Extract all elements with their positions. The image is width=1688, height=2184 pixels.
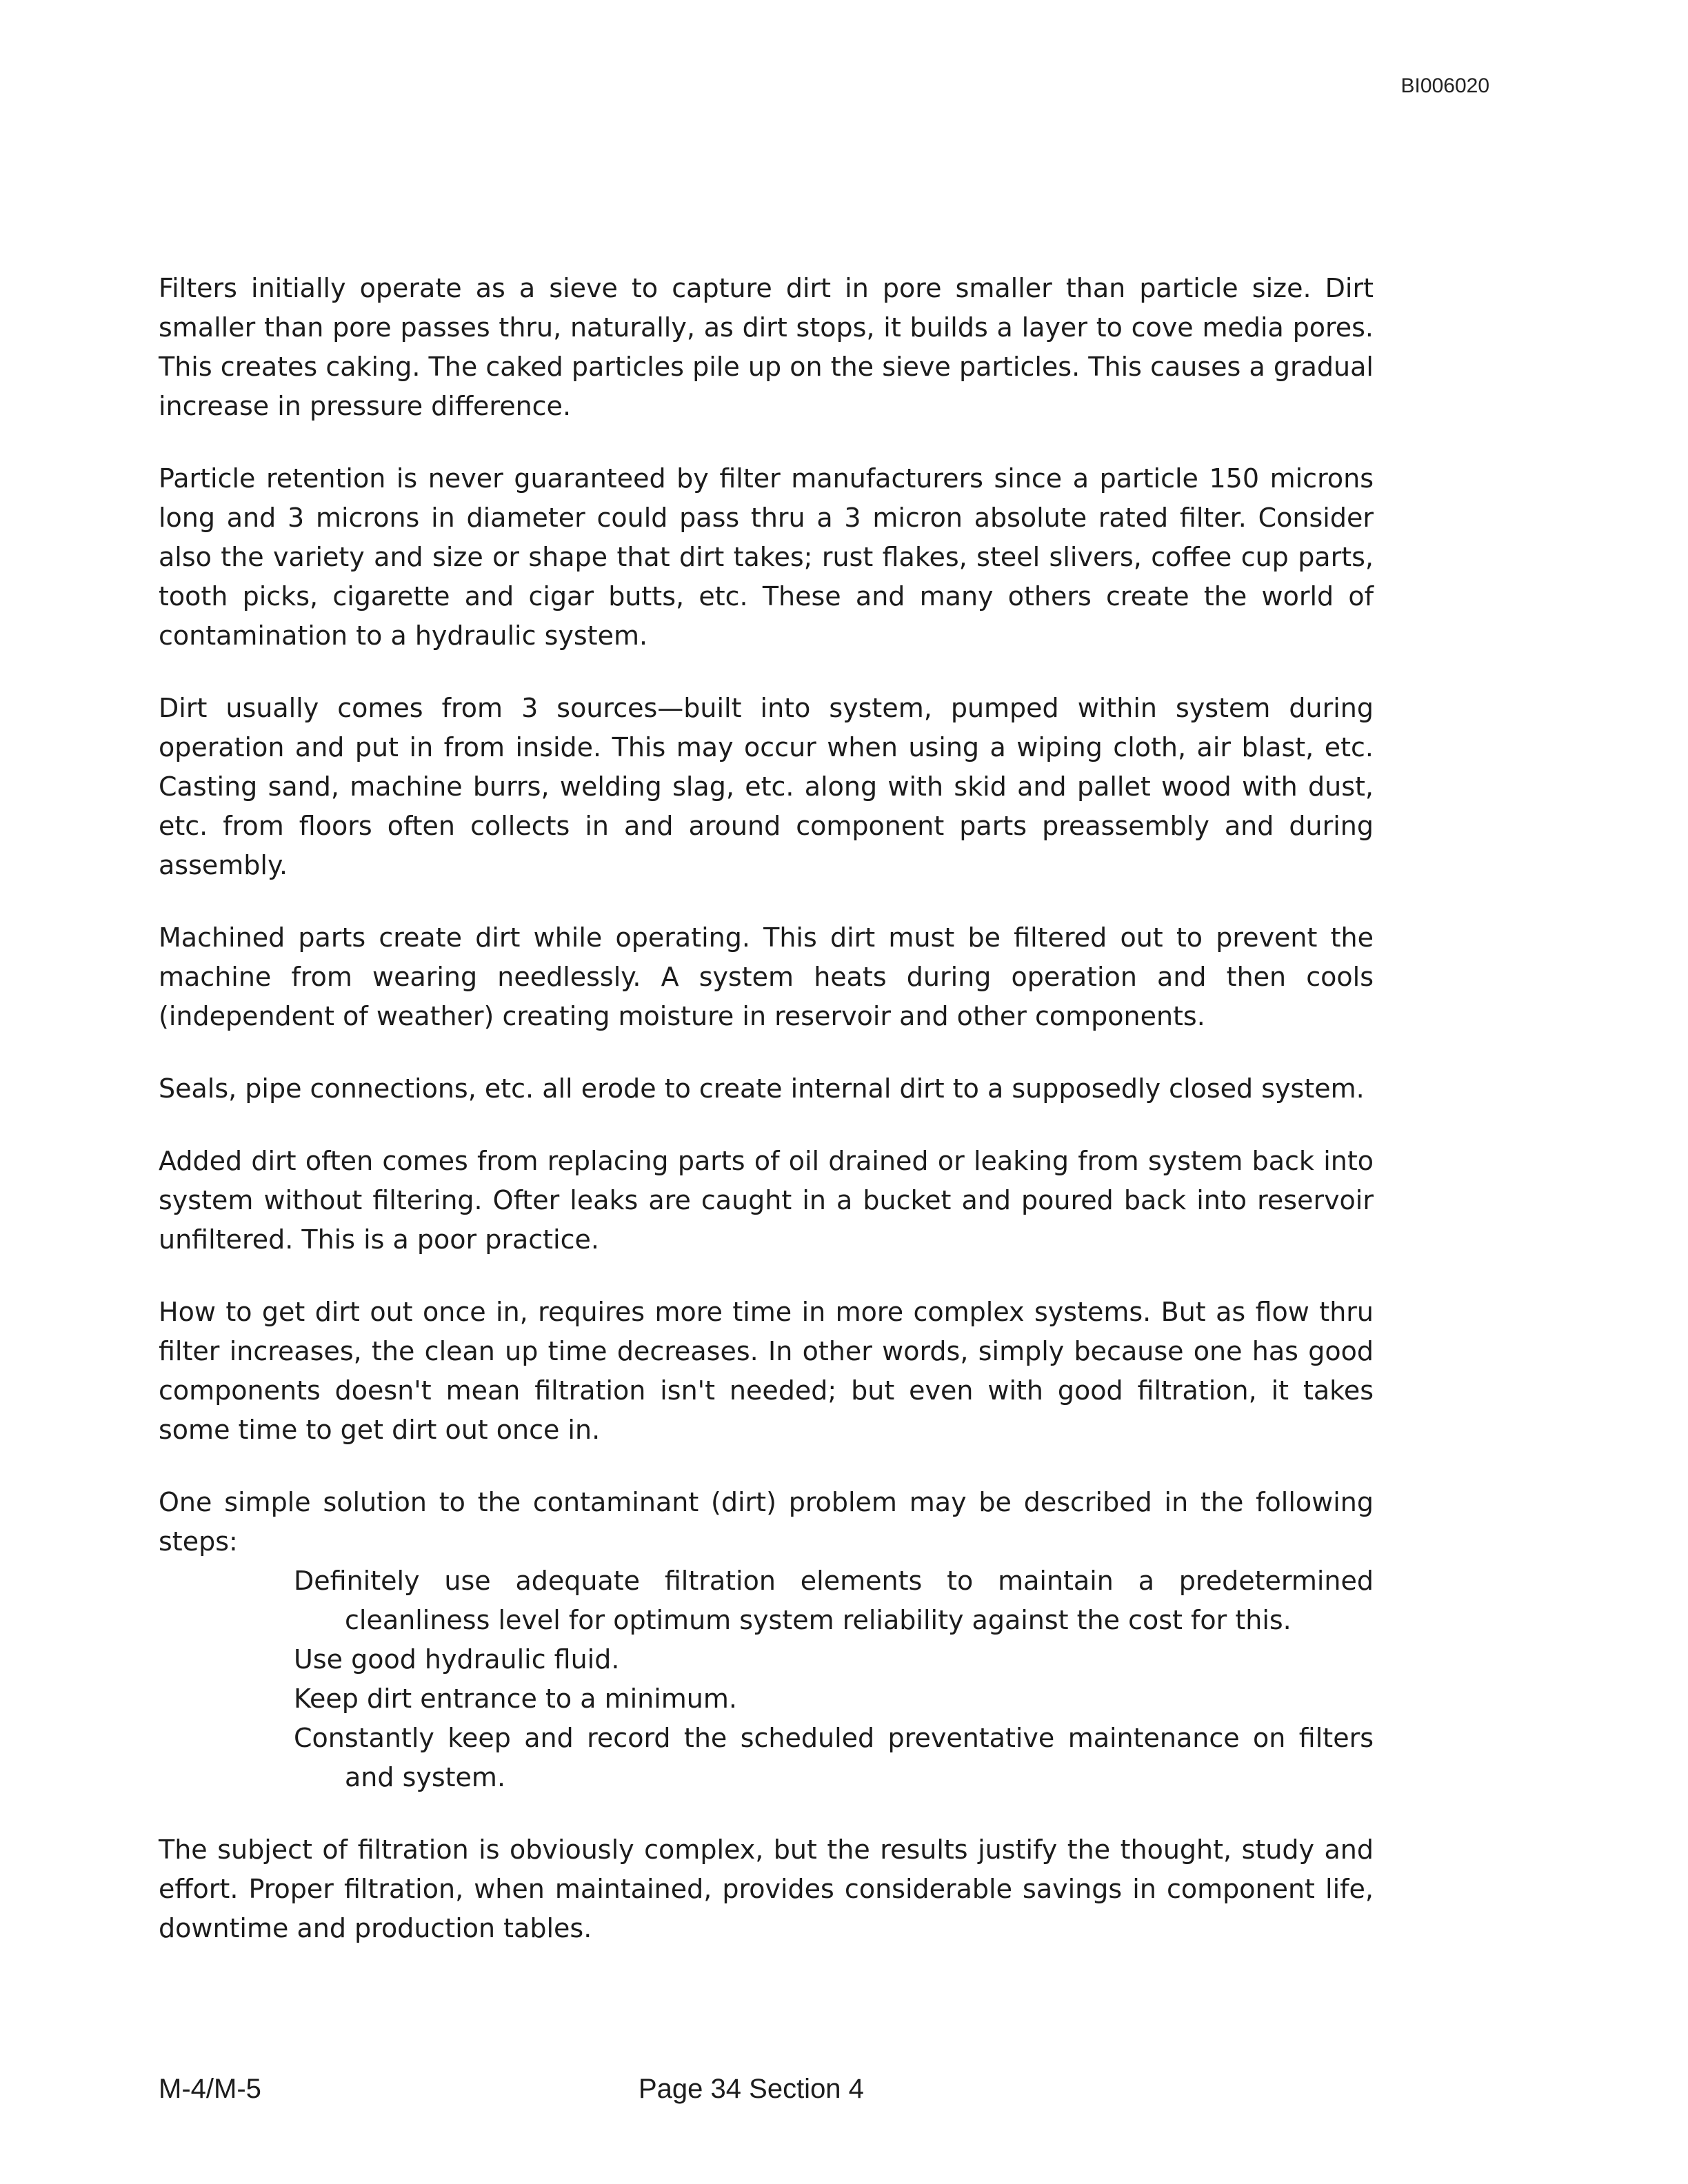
paragraph-machined-parts: Machined parts create dirt while operating. This dirt must be filtered out to prevent the machine from wearing needlessly. A system heats during operation and then cools (independent of weather) creating moisture in reservoir and other components. <box>159 922 1374 1031</box>
footer-model-label: M-4/M-5 <box>159 2074 261 2104</box>
step-item: Use good hydraulic fluid. <box>294 1644 620 1675</box>
step-item: Keep dirt entrance to a minimum. <box>294 1684 737 1714</box>
paragraph-closing: The subject of filtration is obviously complex, but the results justify the thought, study and effort. Proper filtration, when maintained, provides considerable savings in component life, downtime and production tables. <box>159 1834 1374 1943</box>
paragraph-dirt-sources: Dirt usually comes from 3 sources—built into system, pumped within system during operation and put in from inside. This may occur when using a wiping cloth, air blast, etc. Casting sand, machine burrs, welding slag, etc. along with skid and pallet wood with dust, etc. from floors often collects in and around component parts preassembly and during assembly. <box>159 693 1374 880</box>
paragraph-filter-operation: Filters initially operate as a sieve to capture dirt in pore smaller than particle size. Dirt smaller than pore passes thru, naturally, as dirt stops, it builds a layer to cove media pores. This creates caking. The caked particles pile up on the sieve particles. This causes a gradual increase in pressure difference. <box>159 273 1374 421</box>
paragraph-added-dirt: Added dirt often comes from replacing parts of oil drained or leaking from system back into system without filtering. Ofter leaks are caught in a bucket and poured back into reservoir unfiltered. This is a poor practice. <box>159 1146 1374 1255</box>
step-item: Constantly keep and record the scheduled preventative maintenance on filters and system. <box>294 1723 1374 1792</box>
footer-page-number: Page 34 Section 4 <box>639 2074 864 2104</box>
page-body <box>159 269 1374 1981</box>
paragraph-seals: Seals, pipe connections, etc. all erode to create internal dirt to a supposedly closed system. <box>159 1073 1365 1104</box>
paragraph-solution-intro: One simple solution to the contaminant (dirt) problem may be described in the following steps: <box>159 1487 1374 1557</box>
step-item: Definitely use adequate filtration elements to maintain a predetermined cleanliness level for optimum system reliability against the cost for this. <box>294 1566 1374 1635</box>
paragraph-particle-retention: Particle retention is never guaranteed by filter manufacturers since a particle 150 microns long and 3 microns in diameter could pass thru a 3 micron absolute rated filter. Consider also the variety and size or shape that dirt takes; rust flakes, steel slivers, coffee cup parts, tooth picks, cigarette and cigar butts, etc. These and many others create the world of contamination to a hydraulic system. <box>159 463 1374 651</box>
solution-steps-list <box>159 1561 1374 1797</box>
paragraph-remove-dirt: How to get dirt out once in, requires more time in more complex systems. But as flow thru filter increases, the clean up time decreases. In other words, simply because one has good components doesn't mean filtration isn't needed; but even with good filtration, it takes some time to get dirt out once in. <box>159 1297 1374 1445</box>
document-id: BI006020 <box>1400 74 1489 97</box>
